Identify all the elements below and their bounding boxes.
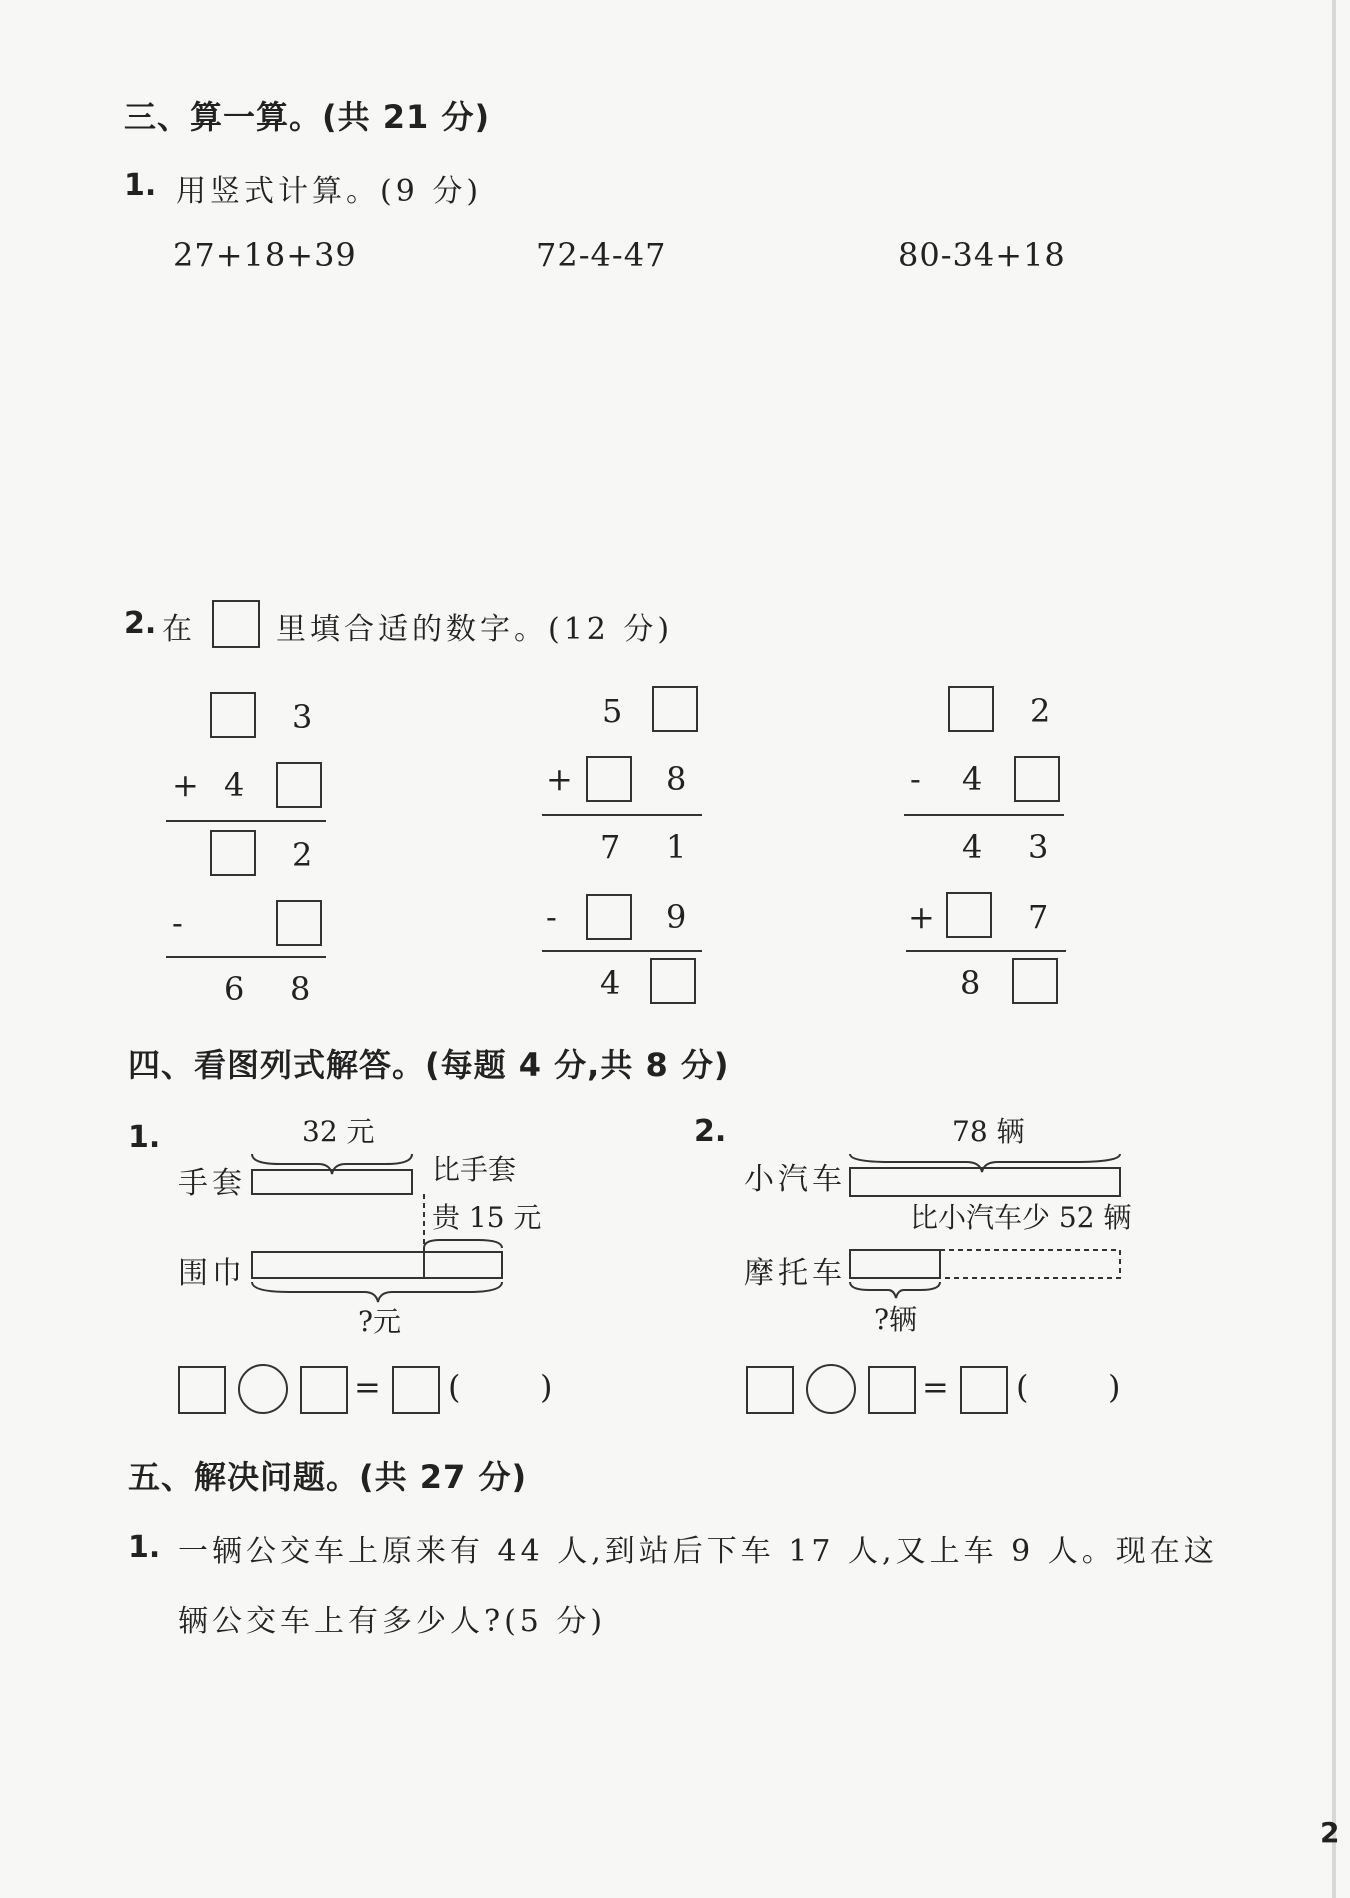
s4-q2-number: 2. <box>694 1114 727 1149</box>
s5-q1-line2: 辆公交车上有多少人?(5 分) <box>178 1604 607 1639</box>
compare-label: 比小汽车少 52 辆 <box>910 1201 1132 1234</box>
blank-box[interactable] <box>300 1366 348 1414</box>
blank-box[interactable] <box>210 830 256 876</box>
blank-box[interactable] <box>652 686 698 732</box>
s5-q1-line1: 一辆公交车上原来有 44 人,到站后下车 17 人,又上车 9 人。现在这 <box>178 1534 1218 1569</box>
sum-line <box>542 814 702 816</box>
compare-label-line1: 比手套 <box>432 1153 517 1186</box>
unit-paren-close: ) <box>1108 1368 1121 1406</box>
bottom-label: ?元 <box>358 1305 402 1338</box>
blank-box[interactable] <box>948 686 994 732</box>
digit: 2 <box>1030 692 1051 730</box>
compare-label-line2: 贵 15 元 <box>432 1201 542 1234</box>
s5-q1-number: 1. <box>128 1530 161 1565</box>
page-edge <box>1332 0 1336 1898</box>
expression-3: 80-34+18 <box>898 236 1066 274</box>
plus-sign: + <box>908 898 935 936</box>
blank-box[interactable] <box>586 756 632 802</box>
bottom-label: ?辆 <box>874 1303 918 1336</box>
digit: 3 <box>292 698 313 736</box>
s3-q1-text: 用竖式计算。(9 分) <box>176 174 483 209</box>
equals-sign: = <box>354 1368 381 1406</box>
diagram-1-lines <box>240 1140 520 1320</box>
s4-q1-number: 1. <box>128 1120 161 1155</box>
expression-2: 72-4-47 <box>536 236 667 274</box>
s3-q1-number: 1. <box>124 168 157 203</box>
sum-line <box>906 950 1066 952</box>
difference-line <box>542 950 702 952</box>
digit: 8 <box>666 760 687 798</box>
unit-paren-open: ( <box>448 1368 461 1406</box>
blank-box[interactable] <box>746 1366 794 1414</box>
example-blank-box <box>212 600 260 648</box>
unit-paren-open: ( <box>1016 1368 1029 1406</box>
operator-circle[interactable] <box>238 1364 288 1414</box>
section-4-title: 四、看图列式解答。(每题 4 分,共 8 分) <box>128 1046 730 1084</box>
digit: 8 <box>960 964 981 1002</box>
minus-sign: - <box>910 760 921 798</box>
page-number: 2 <box>1320 1816 1340 1849</box>
blank-box[interactable] <box>1012 958 1058 1004</box>
operator-circle[interactable] <box>806 1364 856 1414</box>
unit-paren-close: ) <box>540 1368 553 1406</box>
row-label-scarf: 围巾 <box>178 1256 246 1291</box>
blank-box[interactable] <box>586 894 632 940</box>
digit: 4 <box>600 964 621 1002</box>
blank-box[interactable] <box>1014 756 1060 802</box>
sum-line <box>166 820 326 822</box>
digit: 5 <box>602 692 623 730</box>
blank-box[interactable] <box>276 762 322 808</box>
blank-box[interactable] <box>178 1366 226 1414</box>
top-label: 78 辆 <box>952 1115 1025 1148</box>
diagram-2-lines <box>840 1136 1130 1316</box>
equals-sign: = <box>922 1368 949 1406</box>
s3-q2-text-before: 在 <box>162 612 196 647</box>
blank-box[interactable] <box>960 1366 1008 1414</box>
blank-box[interactable] <box>210 692 256 738</box>
blank-box[interactable] <box>392 1366 440 1414</box>
blank-box[interactable] <box>868 1366 916 1414</box>
digit: 4 <box>962 828 983 866</box>
blank-box[interactable] <box>946 892 992 938</box>
row-label-gloves: 手套 <box>178 1166 246 1201</box>
digit: 4 <box>224 766 245 804</box>
digit: 2 <box>292 836 313 874</box>
blank-box[interactable] <box>276 900 322 946</box>
digit: 7 <box>600 828 621 866</box>
digit: 7 <box>1028 898 1049 936</box>
s3-q2-number: 2. <box>124 606 157 641</box>
top-label: 32 元 <box>302 1115 375 1148</box>
digit: 9 <box>666 898 687 936</box>
digit: 4 <box>962 760 983 798</box>
section-5-title: 五、解决问题。(共 27 分) <box>128 1458 528 1496</box>
row-label-motorcycle: 摩托车 <box>744 1256 846 1291</box>
minus-sign: - <box>172 904 183 942</box>
blank-box[interactable] <box>650 958 696 1004</box>
difference-line <box>904 814 1064 816</box>
section-3-title: 三、算一算。(共 21 分) <box>124 98 491 136</box>
expression-1: 27+18+39 <box>173 236 357 274</box>
minus-sign: - <box>546 898 557 936</box>
difference-line <box>166 956 326 958</box>
row-label-car: 小汽车 <box>744 1162 846 1197</box>
digit: 8 <box>290 970 311 1008</box>
s3-q2-text-after: 里填合适的数字。(12 分) <box>276 612 674 647</box>
plus-sign: + <box>546 760 573 798</box>
digit: 3 <box>1028 828 1049 866</box>
digit: 6 <box>224 970 245 1008</box>
digit: 1 <box>666 828 687 866</box>
plus-sign: + <box>172 766 199 804</box>
